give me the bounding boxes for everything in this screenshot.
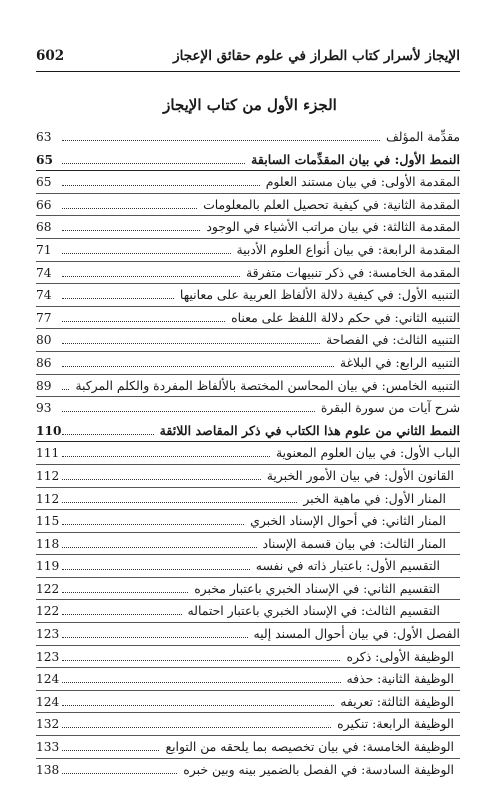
toc-entry — [36, 713, 460, 736]
toc-entry — [36, 420, 460, 443]
toc-entry — [36, 442, 460, 465]
toc-entry — [36, 126, 460, 149]
dot-leader — [62, 502, 297, 503]
toc-entry-title: الوظيفة السادسة: في الفصل بالضمير بينه وبين خبره — [179, 759, 454, 782]
dot-leader — [62, 140, 380, 141]
toc-page-number: 65 — [36, 175, 52, 190]
dot-leader — [62, 208, 197, 209]
toc-page-number: 63 — [36, 130, 52, 144]
toc-entry — [36, 646, 460, 669]
toc-entry-title: المقدمة الثانية: في كيفية تحصيل العلم بالمعلومات — [199, 194, 460, 217]
toc-entry-title: التنبيه الأول: في كيفية دلالة الألفاظ العربية على معانيها — [176, 284, 460, 307]
section-title: الجزء الأول من كتاب الإيجاز — [163, 96, 337, 114]
toc-page-number: 89 — [36, 378, 52, 393]
toc-entry-title: التقسيم الثالث: في الإسناد الخبري باعتبار احتماله — [184, 600, 440, 623]
dot-leader — [62, 298, 174, 299]
toc-entry-title: المقدمة الخامسة: في ذكر تنبيهات متفرقة — [242, 262, 460, 285]
dot-leader — [62, 727, 331, 728]
toc-entry-title: التنبيه الثاني: في حكم دلالة اللفظ على معناه — [227, 307, 460, 330]
dot-leader — [62, 411, 315, 412]
toc-page-number: 68 — [36, 220, 52, 235]
toc-entry — [36, 465, 460, 488]
toc-entry — [36, 623, 460, 646]
header-rule — [36, 71, 460, 72]
dot-leader — [62, 456, 270, 457]
toc-entry-title: الفصل الأول: في بيان أحوال المسند إليه — [250, 623, 460, 646]
toc-entry — [36, 397, 460, 420]
dot-leader — [62, 682, 341, 683]
toc-entry-title: الباب الأول: في بيان العلوم المعنوية — [272, 442, 460, 465]
toc-page-number: 93 — [36, 401, 52, 416]
toc-page-number: 74 — [36, 288, 52, 303]
dot-leader — [62, 276, 240, 277]
toc-page-number: 118 — [36, 536, 60, 551]
toc-entry — [36, 352, 460, 375]
dot-leader — [62, 705, 334, 706]
toc-page-number: 124 — [36, 672, 60, 687]
toc-page-number: 80 — [36, 333, 52, 348]
toc-entry-title: الوظيفة الأولى: ذكره — [342, 646, 454, 669]
toc-page-number: 86 — [36, 355, 52, 370]
toc-entry — [36, 262, 460, 285]
toc-page-number: 77 — [36, 310, 52, 325]
toc-entry-title: الوظيفة الثالثة: تعريفه — [336, 691, 454, 714]
toc-page-number: 66 — [36, 197, 52, 212]
dot-leader — [62, 773, 177, 774]
dot-leader — [62, 479, 261, 480]
toc-entry-title: القانون الأول: في بيان الأمور الخبرية — [263, 465, 454, 488]
toc-entry — [36, 736, 460, 759]
toc-entry-title: النمط الأول: في بيان المقدِّمات السابقة — [247, 149, 460, 172]
toc-page-number: 74 — [36, 265, 52, 280]
toc-page-number: 123 — [36, 649, 60, 664]
dot-leader — [62, 366, 334, 367]
toc-entry-title: التنبيه الخامس: في بيان المحاسن المختصة بالألفاظ المفردة والكلم المركبة — [71, 375, 460, 398]
toc-entry — [36, 375, 460, 398]
toc-page-number: 111 — [36, 446, 60, 461]
dot-leader — [62, 163, 245, 164]
running-header — [36, 48, 460, 70]
dot-leader — [62, 569, 250, 570]
toc-page-number: 123 — [36, 627, 60, 642]
toc-entry — [36, 533, 460, 556]
toc-page-number: 65 — [36, 152, 53, 167]
toc-entry — [36, 668, 460, 691]
toc-entry — [36, 759, 460, 782]
dot-leader — [62, 434, 154, 435]
toc-entry-title: التنبيه الرابع: في البلاغة — [336, 352, 460, 375]
toc-entry — [36, 578, 460, 601]
toc-page-number: 119 — [36, 559, 60, 574]
toc-page-number: 112 — [36, 468, 60, 483]
toc-entry — [36, 555, 460, 578]
dot-leader — [62, 660, 340, 661]
toc-entry — [36, 329, 460, 352]
toc-entry — [36, 216, 460, 239]
toc-entry — [36, 149, 460, 172]
dot-leader — [62, 592, 188, 593]
dot-leader — [62, 750, 159, 751]
toc-entry-title: التقسيم الثاني: في الإسناد الخبري باعتبار مخبره — [190, 578, 440, 601]
dot-leader — [62, 614, 182, 615]
toc-page-number: 124 — [36, 694, 60, 709]
toc-entry — [36, 307, 460, 330]
toc-entry-title: شرح آيات من سورة البقرة — [317, 397, 460, 420]
dot-leader — [62, 185, 260, 186]
dot-leader — [62, 389, 69, 390]
toc-page-number: 115 — [36, 514, 60, 529]
toc-entry-title: النمط الثاني من علوم هذا الكتاب في ذكر المقاصد اللائقة — [156, 420, 460, 443]
toc-entry — [36, 284, 460, 307]
table-of-contents — [36, 126, 460, 781]
dot-leader — [62, 230, 200, 231]
toc-entry-title: التنبيه الثالث: في الفصاحة — [322, 329, 460, 352]
toc-page-number: 138 — [36, 762, 60, 777]
toc-page-number: 122 — [36, 604, 60, 619]
toc-page-number: 112 — [36, 491, 60, 506]
toc-entry — [36, 171, 460, 194]
dot-leader — [62, 253, 231, 254]
toc-entry — [36, 488, 460, 511]
dot-leader — [62, 343, 320, 344]
toc-entry-title: المقدمة الثالثة: في بيان مراتب الأشياء في الوجود — [202, 216, 460, 239]
toc-page-number: 71 — [36, 242, 52, 257]
toc-entry-title: التقسيم الأول: باعتبار ذاته في نفسه — [252, 555, 440, 578]
toc-entry-title: الوظيفة الثانية: حذفه — [343, 668, 454, 691]
page-number: 602 — [36, 48, 65, 64]
toc-entry-title: المنار الأول: في ماهية الخبر — [299, 488, 446, 511]
toc-page-number: 132 — [36, 717, 60, 732]
toc-entry-title: الوظيفة الرابعة: تنكيره — [333, 713, 454, 736]
dot-leader — [62, 547, 257, 548]
toc-entry-title: المنار الثاني: في أحوال الإسناد الخبري — [246, 510, 446, 533]
toc-entry — [36, 691, 460, 714]
toc-entry — [36, 600, 460, 623]
toc-entry-title: مقدِّمة المؤلف — [382, 126, 460, 149]
toc-entry-title: المقدمة الرابعة: في بيان أنواع العلوم الأدبية — [233, 239, 460, 262]
dot-leader — [62, 637, 248, 638]
dot-leader — [62, 524, 244, 525]
toc-entry — [36, 194, 460, 217]
dot-leader — [62, 321, 225, 322]
toc-page-number: 110 — [36, 423, 62, 438]
toc-entry-title: المنار الثالث: في بيان قسمة الإسناد — [259, 533, 446, 556]
toc-page-number: 133 — [36, 740, 60, 755]
toc-entry-title: المقدمة الأولى: في بيان مستند العلوم — [262, 171, 460, 194]
running-title: الإيجاز لأسرار كتاب الطراز في علوم حقائق الإعجاز — [173, 48, 460, 64]
toc-page-number: 122 — [36, 581, 60, 596]
toc-entry — [36, 510, 460, 533]
toc-entry-title: الوظيفة الخامسة: في بيان تخصيصه بما يلحقه من التوابع — [161, 736, 454, 759]
toc-entry — [36, 239, 460, 262]
